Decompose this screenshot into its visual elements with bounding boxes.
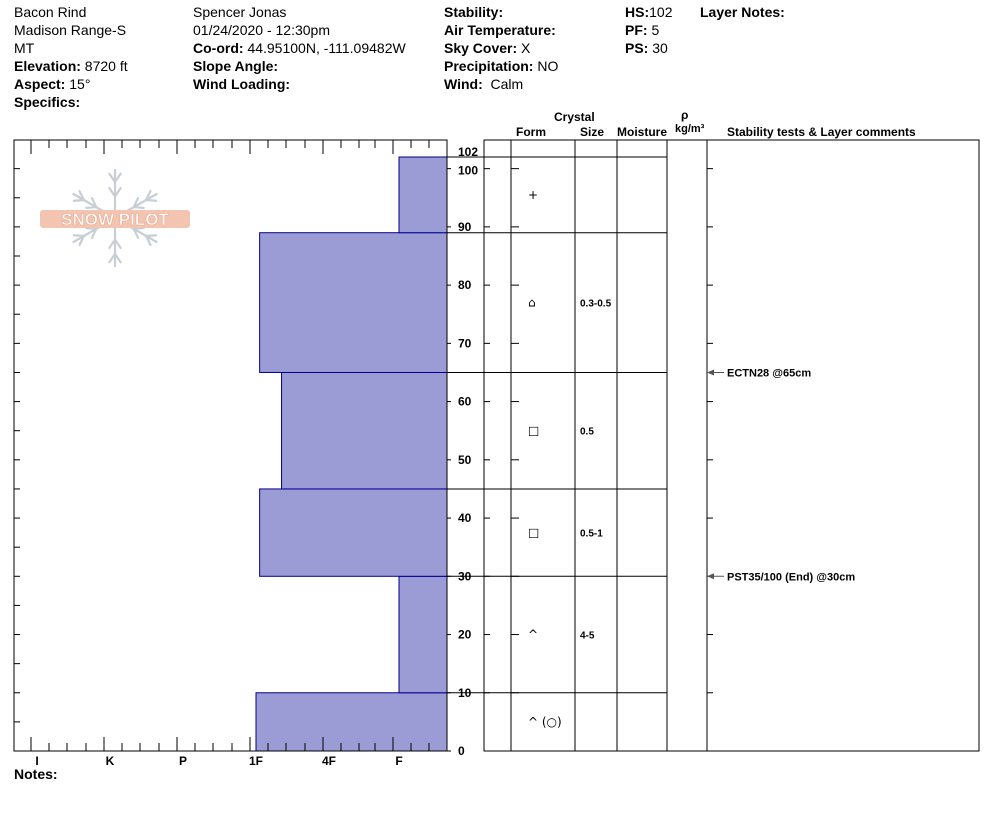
logo-text: SNOW PILOT bbox=[61, 210, 169, 229]
air-temp-label: Air Temperature: bbox=[444, 22, 556, 38]
ps-label: PS: bbox=[625, 40, 649, 56]
x-tick-label: 1F bbox=[248, 754, 264, 768]
y-tick-label: 70 bbox=[458, 336, 472, 351]
hardness-bar bbox=[260, 233, 447, 373]
wind-value: Calm bbox=[490, 76, 524, 92]
density-unit-header: kg/m³ bbox=[675, 123, 705, 135]
hs-label: HS: bbox=[625, 4, 650, 20]
location: Bacon Rind bbox=[14, 4, 87, 20]
grain-form: + bbox=[528, 187, 539, 202]
hardness-bar bbox=[399, 157, 447, 233]
y-tick-label: 100 bbox=[458, 163, 479, 178]
coord-value: 44.95100N, -111.09482W bbox=[247, 40, 406, 56]
elevation-label: Elevation: bbox=[14, 58, 81, 74]
x-tick-label: 4F bbox=[321, 754, 337, 768]
x-tick-label: F bbox=[395, 754, 403, 768]
grain-size: 0.5-1 bbox=[580, 528, 603, 540]
flake-branch bbox=[146, 235, 156, 236]
grain-form: ⌂ bbox=[528, 295, 536, 310]
stability-test-label: ECTN28 @65cm bbox=[727, 367, 812, 380]
specifics-label: Specifics: bbox=[14, 94, 81, 110]
snowpilot-logo bbox=[40, 170, 190, 266]
flake-branch bbox=[86, 207, 96, 208]
grain-form: □ bbox=[528, 525, 540, 540]
stability-test-label: PST35/100 (End) @30cm bbox=[727, 571, 856, 584]
wind-loading-label: Wind Loading: bbox=[193, 76, 291, 92]
x-tick-label: P bbox=[178, 754, 188, 768]
flake-branch bbox=[74, 235, 84, 236]
hardness-bar bbox=[260, 489, 447, 576]
y-tick-label: 80 bbox=[458, 278, 472, 293]
rho-header: ρ bbox=[681, 108, 689, 122]
grain-form: ^ (○) bbox=[528, 714, 562, 729]
precip-label: Precipitation: bbox=[444, 58, 534, 74]
y-tick-label: 10 bbox=[458, 685, 472, 700]
size-header: Size bbox=[580, 125, 605, 139]
y-tick-label: 30 bbox=[458, 569, 472, 584]
observer: Spencer Jonas bbox=[193, 4, 287, 20]
flake-branch bbox=[74, 200, 84, 201]
pf-label: PF: bbox=[625, 22, 648, 38]
layer-table-frame bbox=[484, 140, 979, 751]
stability-tests-header: Stability tests & Layer comments bbox=[727, 125, 916, 139]
ps-value: 30 bbox=[652, 40, 668, 56]
y-tick-label: 50 bbox=[458, 452, 472, 467]
stability-label: Stability: bbox=[444, 4, 504, 20]
layer-notes-label: Layer Notes: bbox=[700, 4, 785, 20]
grain-size: 0.5 bbox=[580, 426, 594, 438]
precip-value: NO bbox=[537, 58, 559, 74]
grain-size: 0.3-0.5 bbox=[580, 298, 612, 310]
test-arrowhead bbox=[707, 369, 714, 375]
flake-branch bbox=[134, 207, 144, 208]
grain-form: ^ bbox=[528, 627, 539, 642]
datetime: 01/24/2020 - 12:30pm bbox=[193, 22, 330, 38]
range: Madison Range-S bbox=[14, 22, 127, 38]
y-tick-label: 20 bbox=[458, 627, 472, 642]
test-arrowhead bbox=[707, 573, 714, 579]
y-tick-label: 60 bbox=[458, 394, 472, 409]
y-tick-label: 102 bbox=[458, 145, 479, 159]
hardness-bar bbox=[256, 693, 447, 751]
hardness-bar bbox=[282, 372, 447, 488]
wind-label: Wind: bbox=[444, 76, 483, 92]
hs-value: 102 bbox=[649, 4, 673, 20]
flake-branch bbox=[146, 200, 156, 201]
crystal-header: Crystal bbox=[554, 110, 595, 124]
slope-label: Slope Angle: bbox=[193, 58, 279, 74]
grain-size: 4-5 bbox=[580, 630, 595, 642]
hardness-bar bbox=[399, 576, 447, 692]
x-tick-label: K bbox=[105, 754, 115, 768]
grain-form: □ bbox=[528, 423, 540, 438]
y-tick-label: 90 bbox=[458, 219, 472, 234]
moisture-header: Moisture bbox=[617, 125, 668, 139]
x-tick-label: I bbox=[35, 754, 39, 768]
aspect-label: Aspect: bbox=[14, 76, 66, 92]
aspect-value: 15° bbox=[69, 76, 91, 92]
form-header: Form bbox=[516, 125, 546, 139]
sky-cover-value: X bbox=[521, 40, 531, 56]
pf-value: 5 bbox=[651, 22, 660, 38]
y-tick-label: 40 bbox=[458, 511, 472, 526]
notes-label: Notes: bbox=[14, 766, 58, 782]
elevation-value: 8720 ft bbox=[84, 58, 128, 74]
coord-label: Co-ord: bbox=[193, 40, 244, 56]
y-tick-label: 0 bbox=[458, 744, 465, 758]
sky-cover-label: Sky Cover: bbox=[444, 40, 518, 56]
state: MT bbox=[14, 40, 35, 56]
